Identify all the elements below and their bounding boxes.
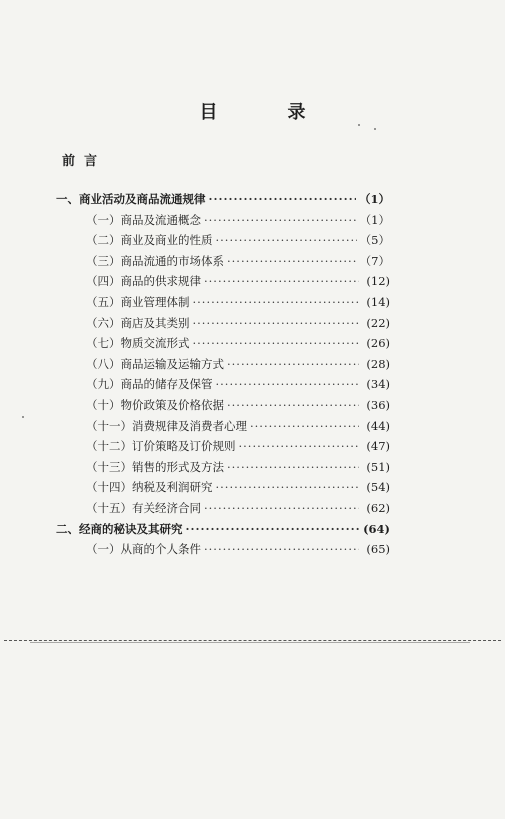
toc-dot-leader (204, 542, 359, 556)
toc-entry (86, 376, 390, 394)
toc-dot-leader (193, 316, 360, 330)
toc-entry-number: （十四） (86, 480, 132, 494)
toc-entry-number: （七） (86, 336, 121, 350)
toc-entry-number: （一） (86, 542, 121, 556)
toc-entry-page: （7） (359, 254, 390, 268)
toc-entry-label: 商业及商业的性质 (120, 233, 213, 247)
toc-entry-label: 商业活动及商品流通规律 (79, 192, 206, 206)
toc-entry (86, 397, 390, 415)
toc-entry-label: 纳税及利润研究 (132, 480, 213, 494)
toc-entry-label: 商品流通的市场体系 (120, 254, 224, 268)
toc-entry-page: (36) (366, 398, 390, 412)
preface-heading: 前言 (62, 154, 107, 169)
toc-entry-number: （八） (86, 357, 121, 371)
toc-entry-page: （1） (358, 192, 390, 206)
toc-entry-label: 有关经济合同 (132, 501, 201, 515)
toc-entry-number: （十五） (86, 501, 132, 515)
toc-entry (86, 273, 390, 291)
toc-dot-leader (204, 274, 359, 288)
toc-entry (86, 438, 390, 456)
paper-speck (22, 416, 24, 418)
toc-entry-number: （六） (86, 316, 121, 330)
toc-entry (86, 479, 390, 497)
toc-entry (86, 418, 390, 436)
page-title: 目 录 (199, 102, 332, 123)
toc-entry-page: (22) (366, 316, 390, 330)
toc-entry-number: 二、 (56, 522, 79, 536)
toc-dot-leader (227, 254, 357, 268)
toc-dot-leader (216, 377, 360, 391)
toc-entry (86, 232, 390, 250)
toc-entry-number: （十） (86, 398, 121, 412)
toc-dot-leader (227, 398, 359, 412)
toc-dot-leader (204, 213, 357, 227)
toc-entry-page: （1） (359, 213, 390, 227)
toc-entry-label: 商品及流通概念 (120, 213, 201, 227)
toc-entry-label: 商业管理体制 (120, 295, 190, 309)
toc-entry-number: 一、 (56, 192, 79, 206)
toc-entry-number: （二） (86, 233, 121, 247)
toc-entry-page: (44) (366, 419, 390, 433)
toc-entry-label: 物价政策及价格依据 (120, 398, 224, 412)
toc-entry (86, 335, 390, 353)
toc-entry-number: （四） (86, 274, 121, 288)
toc-entry-page: (51) (366, 460, 390, 474)
toc-entry-page: (34) (366, 377, 390, 391)
toc-dot-leader (204, 501, 359, 515)
toc-entry-label: 商品运输及运输方式 (120, 357, 224, 371)
toc-entry-page: (62) (366, 501, 390, 515)
toc-entry-number: （五） (86, 295, 121, 309)
toc-entry (86, 253, 390, 271)
toc-entry-label: 从商的个人条件 (120, 542, 201, 556)
toc-entry (86, 294, 390, 312)
toc-dot-leader (216, 233, 357, 247)
toc-entry (86, 500, 390, 518)
toc-entry (86, 541, 390, 559)
toc-entry-page: (64) (363, 522, 390, 536)
toc-dot-leader (239, 439, 360, 453)
toc-entry-label: 物质交流形式 (120, 336, 190, 350)
toc-entry (86, 459, 390, 477)
paper-speck (358, 124, 360, 126)
toc-entry-page: （5） (359, 233, 390, 247)
toc-entry-number: （一） (86, 213, 121, 227)
toc-entry-page: (54) (366, 480, 390, 494)
toc-entry (86, 356, 390, 374)
toc-entry-label: 消费规律及消费者心理 (132, 419, 247, 433)
toc-entry-page: (14) (366, 295, 390, 309)
toc-entry-page: (47) (366, 439, 390, 453)
toc-dot-leader (186, 522, 360, 536)
toc-entry-number: （十一） (86, 419, 132, 433)
page-divider (4, 640, 501, 641)
toc-entry-label: 商品的供求规律 (120, 274, 201, 288)
toc-entry-page: (65) (366, 542, 390, 556)
toc-entry (56, 521, 390, 539)
toc-dot-leader (216, 480, 360, 494)
toc-entry-page: (26) (366, 336, 390, 350)
toc-entry-number: （十三） (86, 460, 132, 474)
toc-dot-leader (227, 357, 359, 371)
toc-entry-number: （三） (86, 254, 121, 268)
toc-dot-leader (193, 295, 360, 309)
toc-entry-page: (28) (366, 357, 390, 371)
toc-dot-leader (250, 419, 359, 433)
toc-entry-label: 经商的秘诀及其研究 (79, 522, 183, 536)
toc-entry-page: (12) (366, 274, 390, 288)
toc-entry (56, 191, 390, 209)
toc-dot-leader (209, 192, 356, 206)
toc-dot-leader (193, 336, 360, 350)
toc-entry-label: 销售的形式及方法 (132, 460, 224, 474)
paper-speck (374, 128, 376, 130)
toc-entry-number: （九） (86, 377, 121, 391)
toc-dot-leader (227, 460, 359, 474)
toc-entry-label: 商品的储存及保管 (120, 377, 213, 391)
toc-entry (86, 212, 390, 230)
toc-entry (86, 315, 390, 333)
toc-entry-label: 商店及其类别 (120, 316, 190, 330)
toc-entry-label: 订价策略及订价规则 (132, 439, 236, 453)
page-divider-shadow (30, 642, 470, 643)
toc-entry-number: （十二） (86, 439, 132, 453)
